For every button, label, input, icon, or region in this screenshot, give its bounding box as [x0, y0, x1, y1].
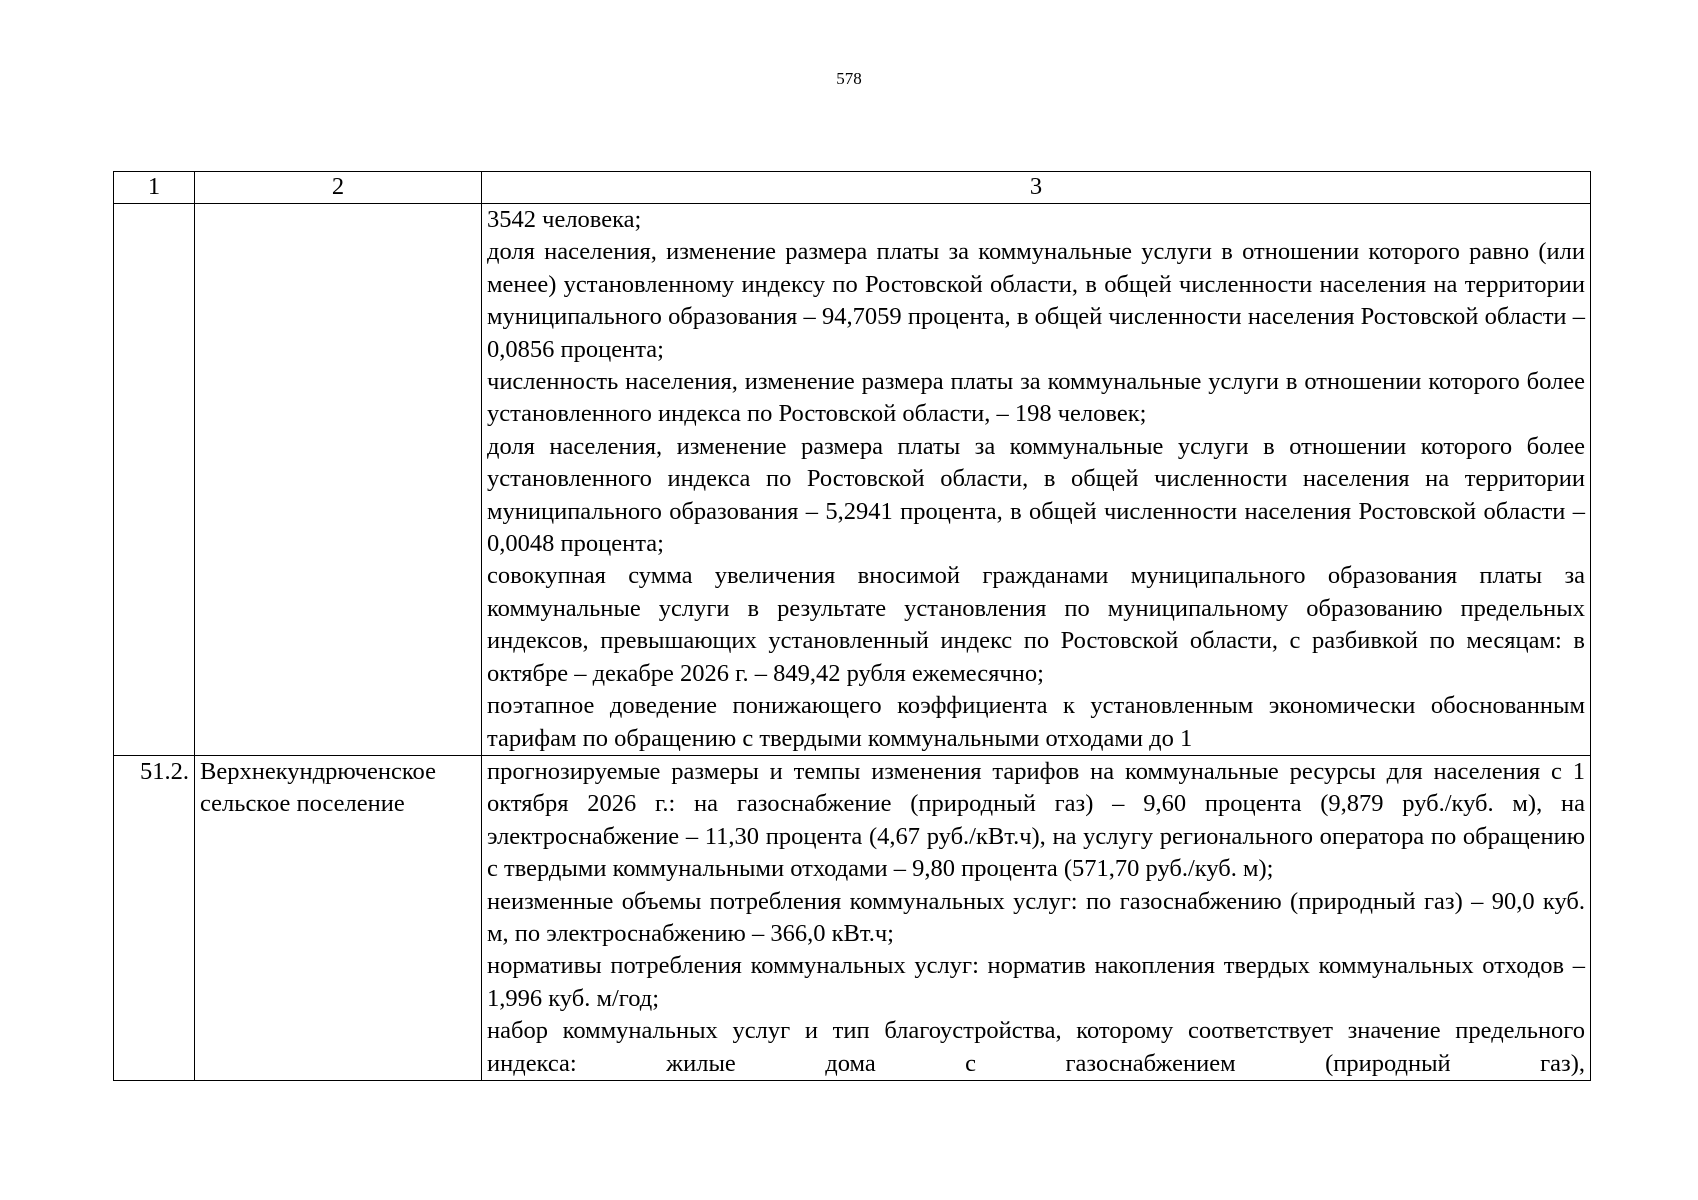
description-paragraph: совокупная сумма увеличения вносимой гражданами муниципального образования платы за коммунальные услуги в результате установления по муниципальному образованию предельных индексов, превышающих установленный индекс по Ростовской области, с разбивкой по месяцам: в октябре – декабре 2026 г. – 849,42 рубля ежемесячно; — [487, 562, 1585, 687]
column-header-3: 3 — [482, 172, 1591, 204]
description-paragraph: набор коммунальных услуг и тип благоустройства, которому соответствует значение предельного индекса: жилые дома с газоснабжением (природный газ), — [487, 1017, 1585, 1077]
municipality-name-line: Верхнекундрюченское — [200, 757, 436, 785]
description-paragraph: неизменные объемы потребления коммунальных услуг: по газоснабжению (природный газ) – 90,0 куб. м, по электроснабжению – 366,0 кВт.ч; — [487, 887, 1585, 947]
row-number: 51.2. — [114, 755, 195, 1080]
description-paragraph: численность населения, изменение размера платы за коммунальные услуги в отношении которого более установленного индекса по Ростовской области, – 198 человек; — [487, 368, 1585, 428]
row-description — [482, 755, 1591, 1080]
description-paragraph: нормативы потребления коммунальных услуг: норматив накопления твердых коммунальных отходов – 1,996 куб. м/год; — [487, 952, 1585, 1012]
description-paragraph: прогнозируемые размеры и темпы изменения тарифов на коммунальные ресурсы для населения с 1 октября 2026 г.: на газоснабжение (природный газ) – 9,60 процента (9,879 руб./куб. м), на электроснабжение – 11,30 процента (4,67 руб./кВт.ч), на услугу регионального оператора по обращению с твердыми коммунальными отходами – 9,80 процента (571,70 руб./куб. м); — [487, 757, 1585, 883]
tariff-table — [113, 171, 1591, 1081]
description-paragraph: доля населения, изменение размера платы за коммунальные услуги в отношении которого равно (или менее) установленному индексу по Ростовской области, в общей численности населения на территории муниципального образования – 94,7059 процента, в общей численности населения Ростовской области – 0,0856 процента; — [487, 238, 1585, 363]
description-paragraph: доля населения, изменение размера платы за коммунальные услуги в отношении которого более установленного индекса по Ростовской области, в общей численности населения на территории муниципального образования – 5,2941 процента, в общей численности населения Ростовской области – 0,0048 процента; — [487, 432, 1585, 558]
municipality-name-line: сельское поселение — [200, 790, 405, 818]
row-number — [114, 204, 195, 756]
description-paragraph: 3542 человека; — [487, 206, 642, 233]
row-description — [482, 204, 1591, 756]
municipality-name — [195, 204, 482, 756]
table-row — [114, 204, 1591, 756]
municipality-name — [195, 755, 482, 1080]
page-number: 578 — [836, 69, 862, 88]
table-row — [114, 755, 1591, 1080]
column-header-2: 2 — [195, 172, 482, 204]
column-header-1: 1 — [114, 172, 195, 204]
description-paragraph: поэтапное доведение понижающего коэффициента к установленным экономически обоснованным тарифам по обращению с твердыми коммунальными отходами до 1 — [487, 692, 1585, 752]
table-header-row — [114, 172, 1591, 204]
